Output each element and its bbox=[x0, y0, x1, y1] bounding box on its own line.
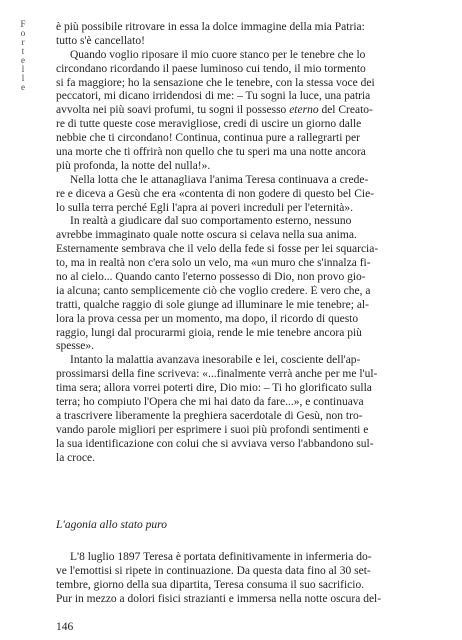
text-line: a trascrivere liberamente la preghiera sacerdotale di Gesù, non tro- bbox=[56, 409, 363, 422]
text-line: re di tutte queste cose meravigliose, credi di uscire un giorno dalle bbox=[56, 118, 362, 131]
running-head-vertical: F o r t e l l e bbox=[20, 19, 26, 92]
text-line: nebbie che ti circondano! Continua, continua pure a rallegrarti per bbox=[56, 132, 360, 145]
text-line: Nella lotta che le attanagliava l'anima Teresa continuava a crede- bbox=[70, 173, 369, 186]
text-line: vando parole migliori per esprimere i suoi più profondi sentimenti e bbox=[56, 423, 369, 436]
page-number: 146 bbox=[56, 621, 74, 633]
text-line: avvolta nei più soavi profumi, tu sogni il possesso eterno del Creato- bbox=[56, 104, 373, 117]
paragraph bbox=[56, 21, 420, 49]
text-line: re e diceva a Gesù che era «contenta di non godere di questo bel Cie- bbox=[56, 187, 375, 200]
body-text-bottom bbox=[56, 551, 420, 607]
paragraph bbox=[56, 174, 420, 216]
text-line: Pur in mezzo a dolori fisici strazianti e immersa nella notte oscura del- bbox=[56, 592, 382, 605]
text-line: spesse». bbox=[56, 340, 95, 353]
paragraph bbox=[56, 215, 420, 354]
text-line: lo sulla terra perché Egli l'apra ai poveri increduli per l'eternità». bbox=[56, 201, 353, 214]
text-line: peccatori, mi dicano irridendosi di me: – Tu sogni la luce, una patria bbox=[56, 90, 371, 103]
text-line: ia alcuna; canto semplicemente ciò che voglio credere. È vero che, a bbox=[56, 284, 371, 297]
text-line: raggio, lungi dal procurarmi gioia, rende le mie tenebre ancora più bbox=[56, 326, 362, 339]
text-line: In realtà a giudicare dal suo comportamento esterno, nessuno bbox=[70, 215, 352, 228]
text-line: avrebbe immaginato quale notte oscura si celava nella sua anima. bbox=[56, 229, 357, 242]
text-line: tutto s'è cancellato! bbox=[56, 34, 145, 47]
paragraph bbox=[56, 49, 420, 174]
text-line: si fa maggiore; ho la sensazione che le tenebre, con la stessa voce dei bbox=[56, 76, 375, 89]
paragraph bbox=[56, 354, 420, 465]
text-line: Quando voglio riposare il mio cuore stanco per le tenebre che lo bbox=[70, 48, 366, 61]
text-line: Esternamente sembrava che il velo della fede si fosse per lei squarcia- bbox=[56, 243, 379, 256]
text-line: la sua identificazione con colui che si avviava verso l'abbandono sul- bbox=[56, 437, 374, 450]
text-line: prossimarsi della fine scriveva: «...finalmente verrà anche per me l'ul- bbox=[56, 368, 378, 381]
text-line: L'8 luglio 1897 Teresa è portata definitivamente in infermeria do- bbox=[70, 551, 372, 563]
text-line: no al cielo... Quando canto l'eterno possesso di Dio, non provo gio- bbox=[56, 271, 366, 284]
body-text-top bbox=[56, 21, 420, 466]
text-line: ve l'emottisi si ripete in continuazione. Da questa data fino al 30 set- bbox=[56, 564, 371, 577]
text-line: tratti, qualche raggio di sole giunge ad illuminare le mie tenebre; al- bbox=[56, 298, 369, 311]
text-line: tima sera; allora vorrei poterti dire, Dio mio: – Ti ho glorificato sulla bbox=[56, 382, 372, 395]
text-line: to, ma in realtà non c'era solo un velo, ma «un muro che s'innalza fi- bbox=[56, 257, 371, 270]
text-line: più profonda, la notte del nulla!». bbox=[56, 159, 211, 172]
text-line: una morte che ti offrirà non quello che tu speri ma una notte ancora bbox=[56, 146, 366, 159]
section-heading: L'agonia allo stato puro bbox=[56, 519, 167, 531]
text-line: circondano ricordando il paese luminoso cui tendo, il mio tormento bbox=[56, 62, 366, 75]
text-line: la croce. bbox=[56, 451, 95, 464]
text-line: Intanto la malattia avanzava inesorabile e lei, cosciente dell'ap- bbox=[70, 354, 361, 367]
paragraph bbox=[56, 551, 420, 607]
text-line: lora la prova cessa per un momento, ma dopo, il ricordo di questo bbox=[56, 312, 359, 325]
text-line: tembre, giorno della sua dipartita, Teresa consuma il suo sacrificio. bbox=[56, 578, 365, 591]
text-line: è più possibile ritrovare in essa la dolce immagine della mia Patria: bbox=[56, 21, 365, 33]
text-line: terra; ho compiuto l'Opera che mi hai dato da fare...», e continuava bbox=[56, 396, 364, 409]
